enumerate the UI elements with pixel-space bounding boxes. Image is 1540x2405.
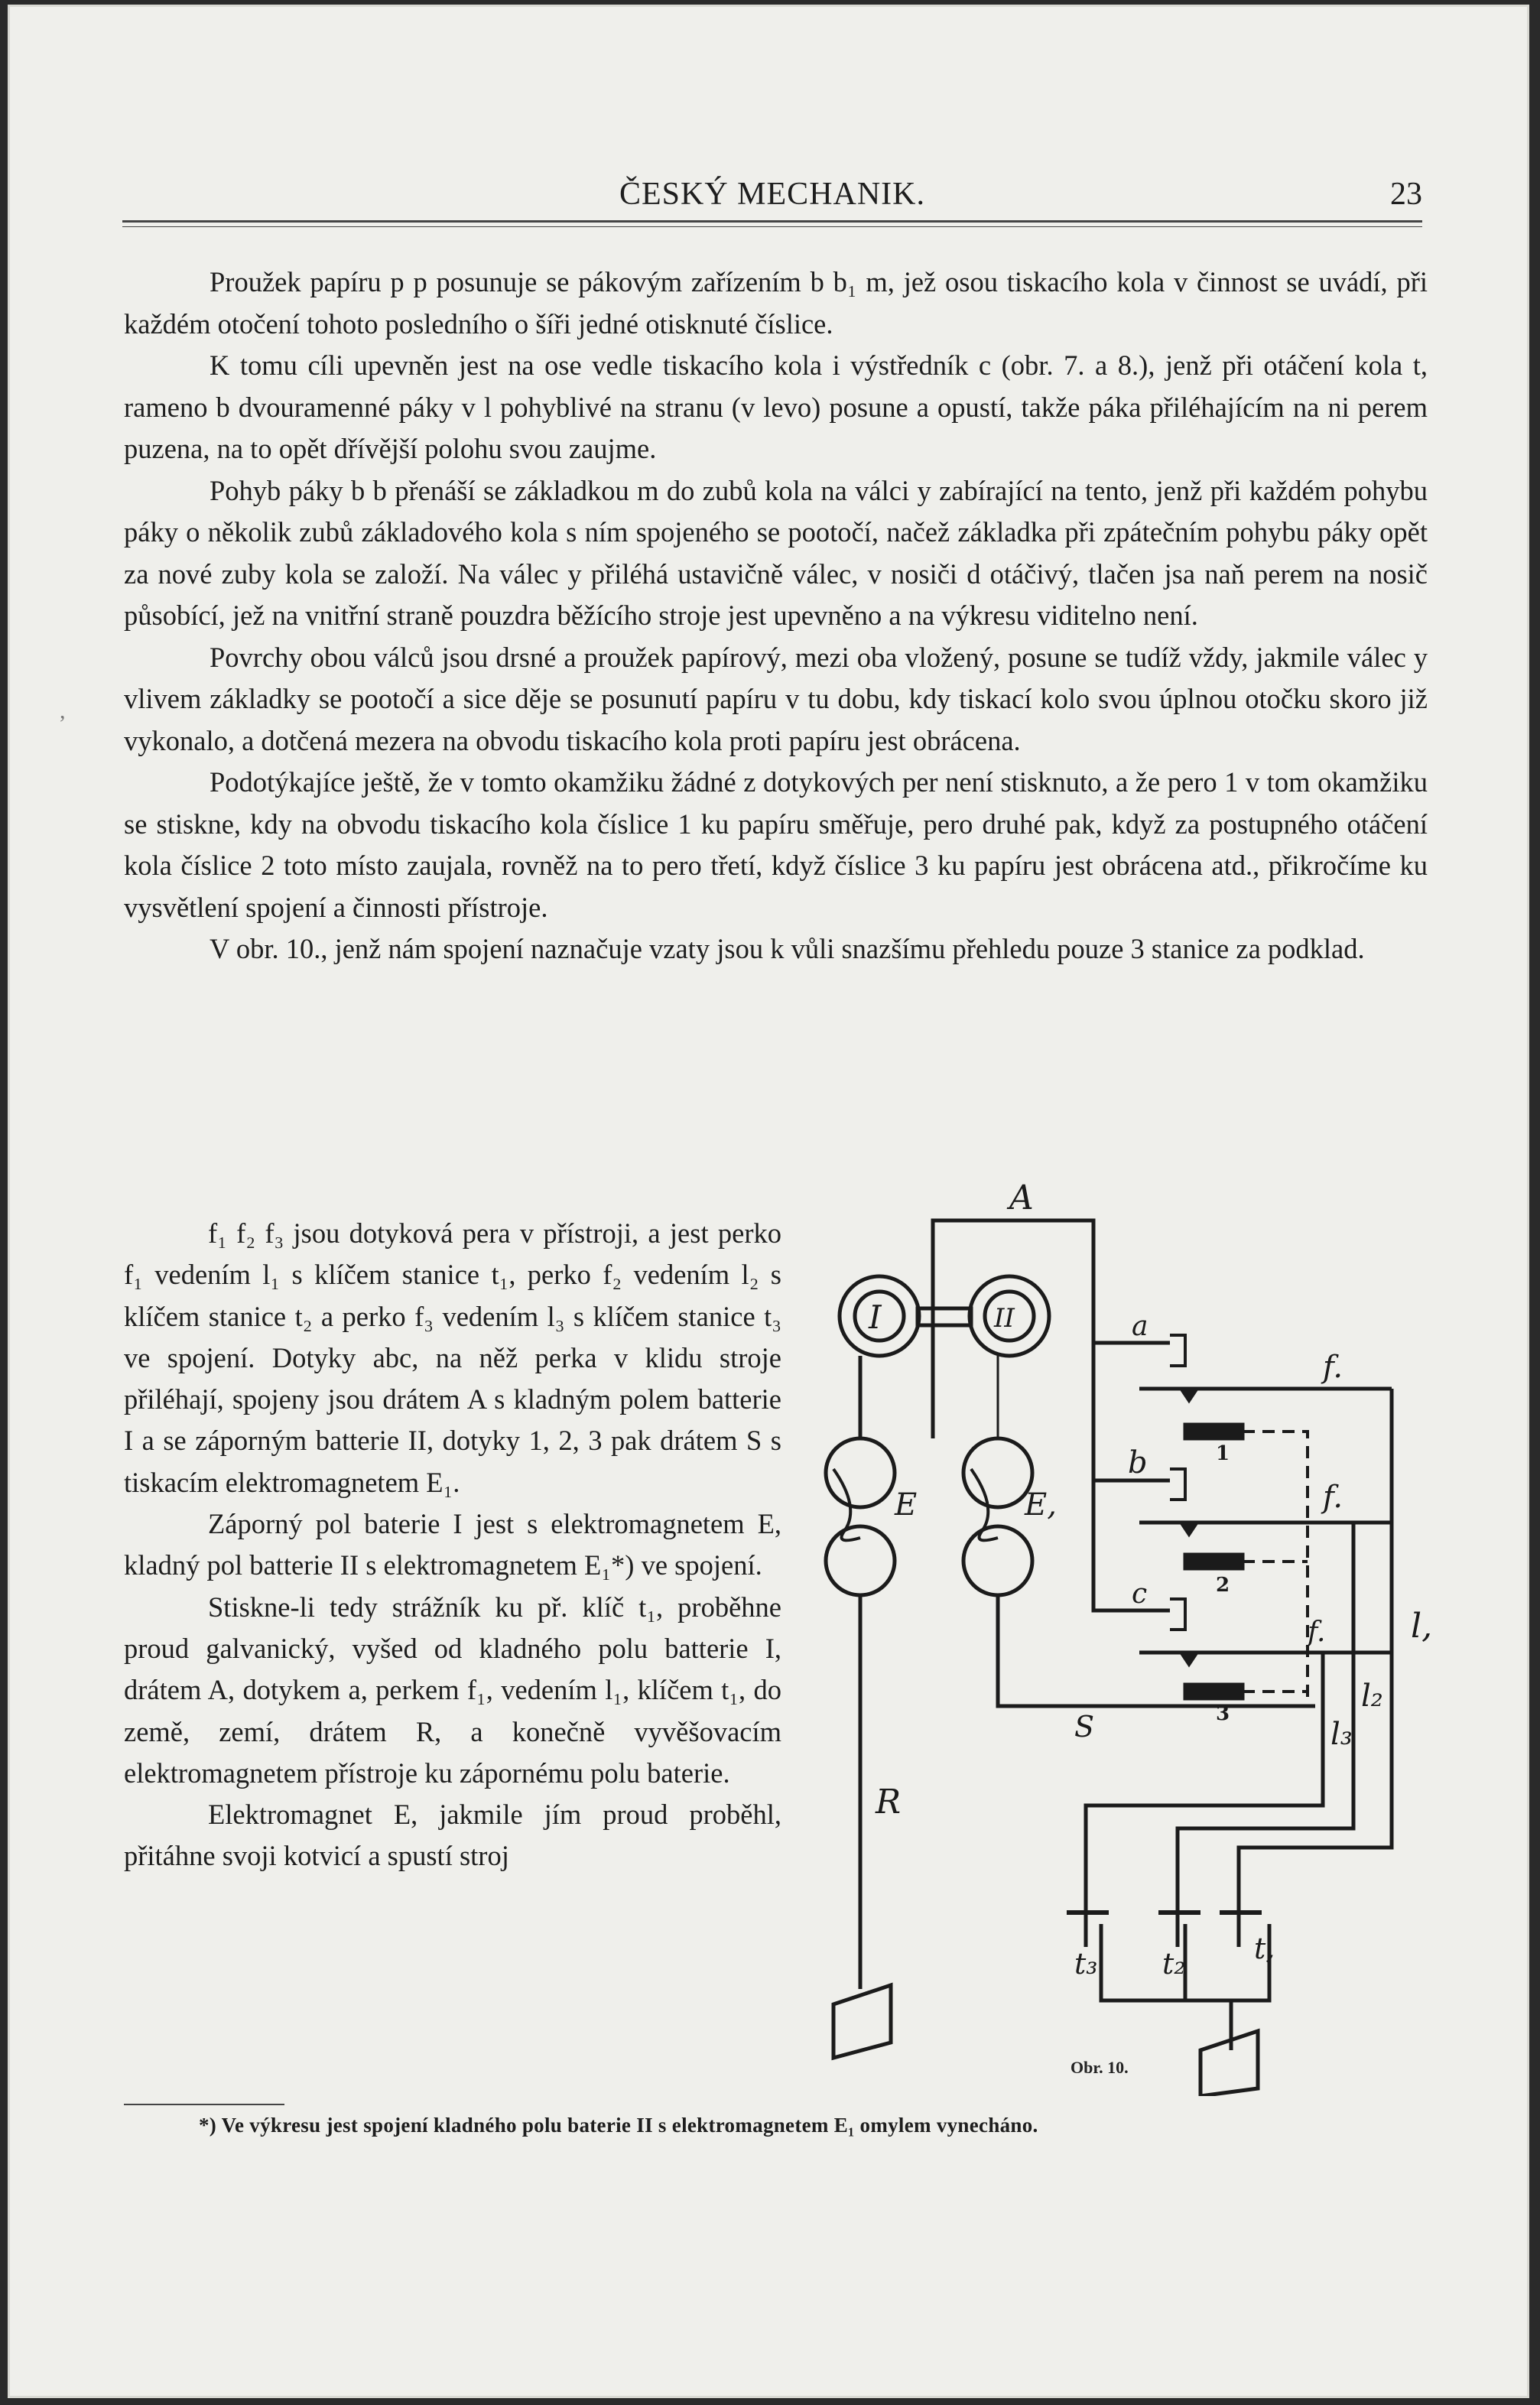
paragraph: Povrchy obou válců jsou drsné a proužek papírový, mezi oba vložený, posune se tudíž vždy, jakmile válec y vlivem základky se pootočí a sice děje se posunutí papíru v tu dobu, kdy tiskací kolo svou úplnou otočku skoro již vykonalo, a dotčená mezera na obvodu tiskacího kola proti papíru jest obrácena. xyxy=(124,641,1428,756)
key-stems xyxy=(1086,1913,1239,1947)
label-num-1: 1 xyxy=(1216,1442,1230,1465)
label-line-l3: l₃ xyxy=(1330,1717,1353,1752)
contact-b xyxy=(1170,1469,1185,1500)
contact-a xyxy=(1170,1335,1185,1366)
label-key-t1: t, xyxy=(1254,1932,1275,1965)
paragraph: Podotýkajíce ještě, že v tomto okamžiku žádné z dotykových per není stisknuto, a že pero 1 v tom okamžiku se stiskne, kdy na obvodu tiskacího kola číslice 1 ku papíru směřuje, pero druhé pak, když za postupného otáčení kola číslice 2 toto místo zaujala, rovněž na to pero třetí, když číslice 3 ku papíru jest obrácena atd., přikročíme ku vysvětlení spojení a činnosti přístroje. xyxy=(124,766,1428,923)
header-rule-thin xyxy=(122,226,1422,227)
label-key-t3: t₃ xyxy=(1074,1947,1098,1981)
footnote: *) Ve výkresu jest spojení kladného polu baterie II s elektromagnetem E₁ omylem vynecháno. xyxy=(199,2114,1038,2137)
paragraph: Pohyb páky b b přenáší se základkou m do zubů kola na válci y zabírající na tento, jenž při každém pohybu páky o několik zubů základového kola s ním spojeného se pootočí, načež základka při zpátečním pohybu páky opět za nové zuby kola se založí. Na válec y přiléhá ustavičně válec, v nosiči d otáčivý, tlačen jsa naň perem na nosič působící, jež na vnitřní straně pouzdra běžícího stroje jest upevněno a na výkresu viditelno není. xyxy=(124,474,1428,631)
dashed-s-link xyxy=(1243,1432,1308,1706)
contact-1 xyxy=(1185,1425,1243,1438)
label-line-l2: l₂ xyxy=(1361,1679,1383,1714)
main-text xyxy=(124,262,1428,970)
paragraph: K tomu cíli upevněn jest na ose vedle tiskacího kola i výstředník c (obr. 7. a 8.), jenž při otáčení kola t, rameno b dvouramenné páky v l pohyblivé na stranu (v levo) posune a opustí, takže páka přiléhajícím na ni perem puzena, na to opět dřívější polohu svou zaujme. xyxy=(124,349,1428,464)
label-battery-2: II xyxy=(994,1303,1015,1334)
book-page xyxy=(8,5,1529,2398)
label-key-t2: t₂ xyxy=(1162,1947,1186,1981)
label-spring-f: f. xyxy=(1323,1350,1343,1385)
magnet-e1-bottom xyxy=(963,1526,1032,1595)
label-num-3: 3 xyxy=(1216,1702,1230,1725)
paragraph: Stiskne-li tedy strážník ku př. klíč t₁, proběhne proud galvanický, vyšed od kladného polu batterie I, drátem A, dotykem a, perkem f₁, vedením l₁, klíčem t₁, do země, zemí, drátem R, a konečně vyvěšovacím elektromagnetem přístroje ku zápornému polu baterie. xyxy=(124,1591,781,1789)
margin-mark: , xyxy=(60,698,66,723)
wire-a-to-contact-a xyxy=(1093,1343,1170,1450)
spring-f2-tip xyxy=(1181,1523,1197,1534)
label-spring-f1: f. xyxy=(1323,1480,1343,1515)
magnet-e-bottom xyxy=(826,1526,895,1595)
ground-plate-left xyxy=(833,1985,891,2058)
header-rule xyxy=(122,220,1422,223)
circuit-diagram xyxy=(803,1178,1476,2096)
label-wire-s: S xyxy=(1074,1710,1095,1744)
spring-f3-tip xyxy=(1181,1653,1197,1664)
label-contact-b: b xyxy=(1128,1445,1148,1480)
paragraph: f₁ f₂ f₃ jsou dotyková pera v přístroji, a jest perko f₁ vedením l₁ s klíčem stanice t₁, perko f₂ vedením l₂ s klíčem stanice t₂ a perko f₃ vedením l₃ s klíčem stanice t₃ ve spojení. Dotyky abc, na něž perka v klidu stroje přiléhají, spojeny jsou drátem A s kladným polem batterie I a se záporným batterie II, dotyky 1, 2, 3 pak drátem S s tiskacím elektromagnetem E₁. xyxy=(124,1217,781,1498)
label-wire-a: A xyxy=(1009,1178,1034,1217)
header-title: ČESKÝ MECHANIK. xyxy=(619,177,925,212)
contact-c xyxy=(1170,1599,1185,1630)
paragraph: Proužek papíru p p posunuje se pákovým zařízením b b₁ m, jež osou tiskacího kola v činnost se uvádí, při každém otočení tohoto posledního o šíři jedné otisknuté číslice. xyxy=(124,266,1428,340)
paragraph: Elektromagnet E, jakmile jím proud proběhl, přitáhne svoji kotvicí a spustí stroj xyxy=(124,1799,781,1872)
label-num-2: 2 xyxy=(1216,1574,1230,1597)
line-l2 xyxy=(1178,1523,1353,1913)
figure-caption: Obr. 10. xyxy=(1071,2058,1129,2077)
label-wire-r: R xyxy=(876,1783,902,1822)
paragraph: V obr. 10., jenž nám spojení naznačuje vzaty jsou k vůli snazšímu přehledu pouze 3 stanice za podklad. xyxy=(210,933,1365,964)
contact-3 xyxy=(1185,1685,1243,1698)
footnote-rule xyxy=(124,2104,284,2105)
wire-a xyxy=(933,1220,1093,1450)
paragraph: Záporný pol baterie I jest s elektromagnetem E, kladný pol batterie II s elektromagnetem E₁*) ve spojení. xyxy=(124,1508,781,1581)
lower-text-column xyxy=(124,1213,781,1877)
label-battery-1: I xyxy=(869,1298,882,1336)
label-line-l1: l, xyxy=(1411,1607,1433,1646)
page-number: 23 xyxy=(1390,177,1422,212)
running-header xyxy=(122,176,1422,222)
contact-2 xyxy=(1185,1555,1243,1568)
spring-f1-tip xyxy=(1181,1389,1197,1400)
label-contact-a: a xyxy=(1132,1311,1149,1342)
battery-link xyxy=(918,1308,971,1325)
label-contact-c: c xyxy=(1132,1578,1148,1610)
ground-plate-right xyxy=(1200,2031,1258,2096)
label-magnet-e1: E, xyxy=(1025,1487,1057,1523)
label-magnet-e: E xyxy=(895,1487,918,1523)
label-spring-f2: f. xyxy=(1308,1617,1326,1648)
